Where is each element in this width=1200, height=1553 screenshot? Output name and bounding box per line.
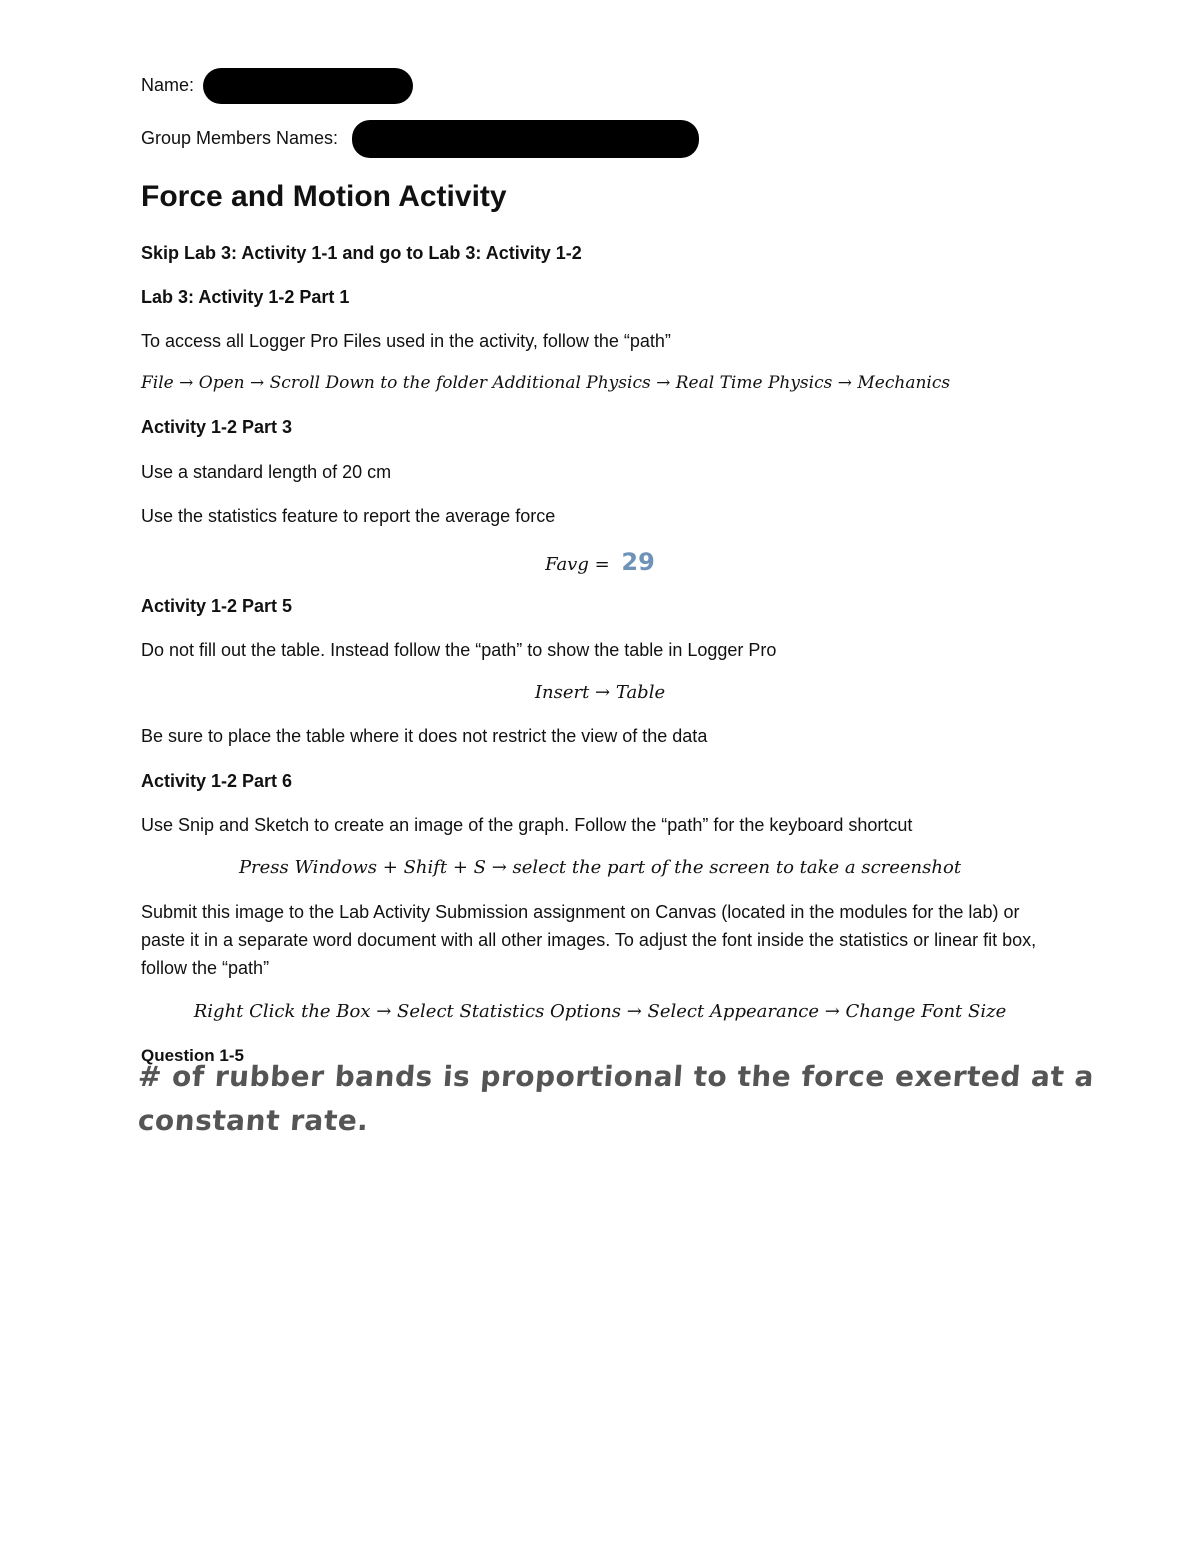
question-heading: Question 1-5: [141, 1046, 244, 1065]
part1-heading: Lab 3: Activity 1-2 Part 1: [141, 287, 350, 307]
standard-length-text: Use a standard length of 20 cm: [141, 462, 392, 482]
path-screenshot: Press Windows + Shift + S → select the part of the screen to take a screenshot: [238, 857, 962, 878]
path-font-size: Right Click the Box → Select Statistics Options → Select Appearance → Change Font Size: [193, 1001, 1007, 1022]
name-label: Name:: [141, 75, 195, 95]
submit-instruction: Submit this image to the Lab Activity Submission assignment on Canvas (located in the modules for the lab) or paste it in a separate word document with all other images. To adjust the font inside the statistics or linear fit box, follow the “path”: [141, 902, 1037, 978]
favg-equation: [0, 548, 1200, 576]
page-title: Force and Motion Activity: [141, 180, 507, 213]
handwritten-answer-line1: # of rubber bands is proportional to the force exerted at a: [136, 1060, 1096, 1093]
access-instruction: To access all Logger Pro Files used in the activity, follow the “path”: [141, 331, 671, 351]
snip-instruction: Use Snip and Sketch to create an image of the graph. Follow the “path” for the keyboard shortcut: [141, 815, 913, 835]
skip-instruction: Skip Lab 3: Activity 1-1 and go to Lab 3: Activity 1-2: [141, 243, 582, 263]
part6-heading: Activity 1-2 Part 6: [141, 771, 293, 791]
name-redaction: [203, 68, 413, 104]
group-members-redaction: [352, 120, 699, 158]
handwritten-answer-line2: constant rate.: [136, 1104, 370, 1137]
path-insert-table: Insert → Table: [534, 682, 666, 703]
table-instruction: Do not fill out the table. Instead follow the “path” to show the table in Logger Pro: [141, 640, 777, 660]
path-file-open: File → Open → Scroll Down to the folder Additional Physics → Real Time Physics → Mechanics: [141, 373, 951, 393]
statistics-text: Use the statistics feature to report the average force: [141, 506, 556, 526]
part3-heading: Activity 1-2 Part 3: [141, 417, 293, 437]
part5-heading: Activity 1-2 Part 5: [141, 596, 293, 616]
group-members-label: Group Members Names:: [141, 128, 339, 148]
favg-label: Favg =: [545, 554, 610, 575]
place-table-text: Be sure to place the table where it does not restrict the view of the data: [141, 726, 708, 746]
favg-value: 29: [621, 548, 655, 576]
